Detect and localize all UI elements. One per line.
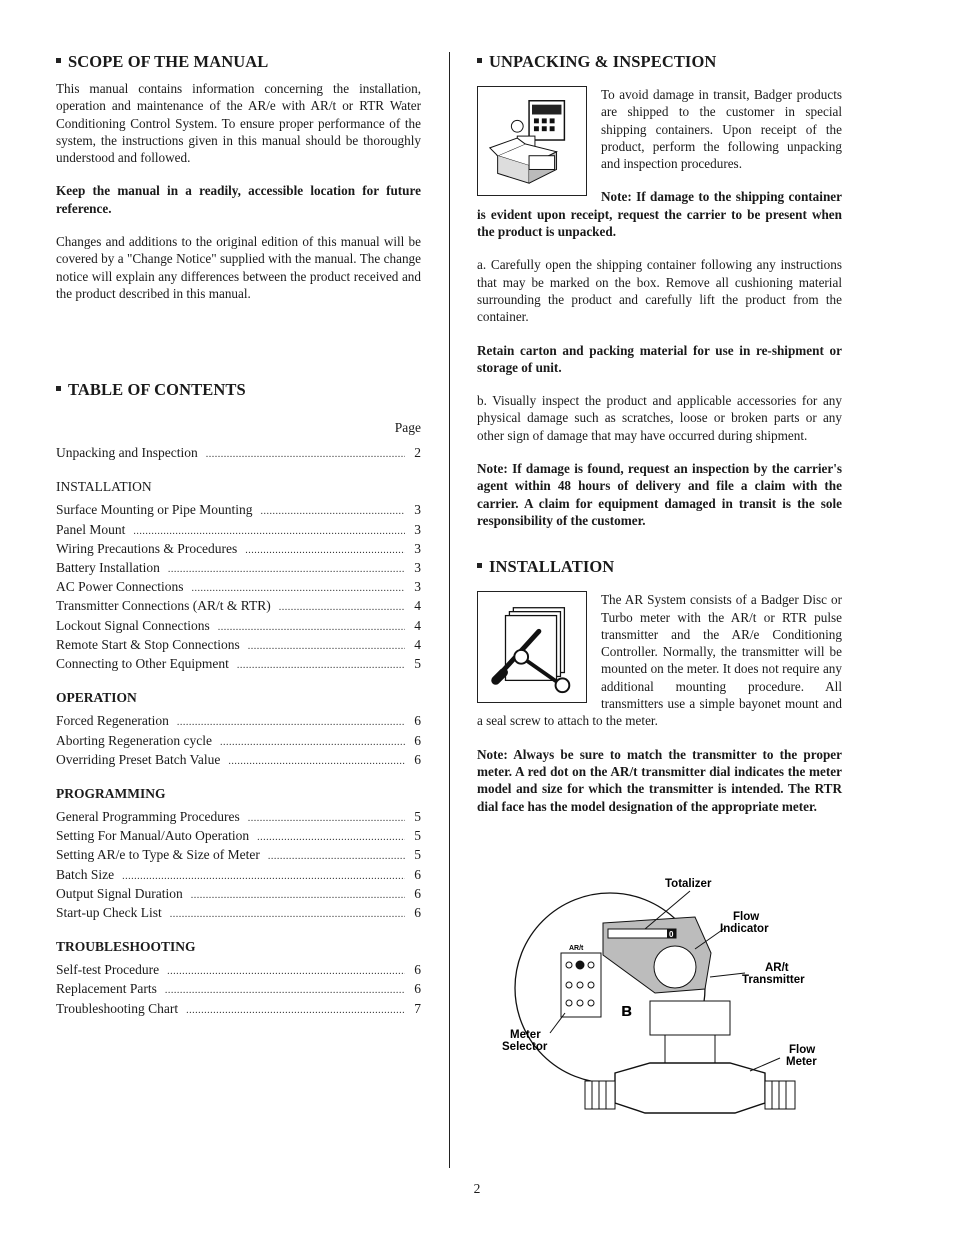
toc-entry-page: 6 [414,751,421,767]
toc-section-troubleshooting: TROUBLESHOOTING [56,939,196,955]
toc-entry[interactable] [56,751,421,770]
toc-entry-label: Remote Start & Stop Connections [56,636,240,652]
shipping-box-icon [478,87,586,195]
toc-section-operation: OPERATION [56,690,137,706]
toc-page-label: Page [394,420,421,436]
unpacking-intro: To avoid damage in transit, Badger products are shipped to the customer in special shipping containers. Upon receipt of the product, perform the following unpacking and inspection procedures. [601,87,842,172]
toc-section-programming: PROGRAMMING [56,785,166,801]
toc-leader-dots [177,714,405,731]
label-flow-meter-2: Meter [786,1056,817,1068]
toc-entry-page: 5 [414,808,421,824]
label-transmitter-1: AR/t [765,962,789,974]
toc-entry-label: Battery Installation [56,560,160,576]
toc-entry-label: Self-test Procedure [56,962,160,978]
toc-entry-label: Lockout Signal Connections [56,617,210,633]
toc-entry-label: Setting AR/e to Type & Size of Meter [56,847,260,863]
toc-leader-dots [260,503,405,520]
inlet-connection [585,1081,615,1109]
unpacking-heading: UNPACKING & INSPECTION [477,52,842,72]
label-totalizer: Totalizer [665,878,712,890]
toc-entry[interactable] [56,521,421,540]
installation-note: Note: Always be sure to match the transmitter to the proper meter. A red dot on the AR/t transmitter dial indicates the meter model and size for which the transmitter is intended. The RTR dial face has the model designation of the appropriate meter. [477,746,842,814]
toc-entry-page: 6 [414,713,421,729]
toc-leader-dots [186,1002,405,1019]
toc-entry[interactable] [56,712,421,731]
label-selector-2: Selector [502,1041,548,1053]
toc-entry-label: Unpacking and Inspection [56,445,198,461]
toc-entry[interactable] [56,961,421,980]
toc-entry-label: Overriding Preset Batch Value [56,751,221,767]
transmitter-leader [710,973,745,977]
label-transmitter-2: Transmitter [742,974,805,986]
toc-entry-page: 6 [414,981,421,997]
toc-entry[interactable] [56,980,421,999]
toc-entry-page: 3 [414,560,421,576]
toc-entry-label: Start-up Check List [56,904,162,920]
toc-entry[interactable] [56,732,421,751]
toc-entry-page: 3 [414,579,421,595]
toc-entry[interactable] [56,617,421,636]
flow-meter-body [615,1063,765,1113]
toc-list-installation [56,501,421,674]
toc-list-troubleshooting [56,961,421,1019]
dial-model-label: AR/t [569,945,584,952]
toc-entry-page: 5 [414,828,421,844]
toc-entry-page: 4 [414,617,421,633]
toc-entry-page: 6 [414,732,421,748]
unpacking-note: Note: If damage to the shipping container is evident upon receipt, request the carrier to be present when the product is unpacked. [477,189,842,240]
toc-leader-dots [228,753,405,770]
toc-entry[interactable] [56,885,421,904]
label-flow-indicator-1: Flow [733,911,760,923]
toc-entry-label: AC Power Connections [56,579,184,595]
toc-entry[interactable] [56,501,421,520]
label-flow-meter-1: Flow [789,1044,816,1056]
toc-leader-dots [237,657,405,674]
toc-entry[interactable] [56,1000,421,1019]
toc-entry-label: Forced Regeneration [56,713,169,729]
toc-leader-dots [165,982,405,999]
toc-leader-dots [268,848,405,865]
toc-entry-label: Replacement Parts [56,981,157,997]
toc-entry[interactable] [56,846,421,865]
toc-entry[interactable] [56,655,421,674]
odometer-digit: 0 [669,930,674,939]
toc-entry[interactable] [56,904,421,923]
toc-entry-page: 5 [414,656,421,672]
toc-entry-label: Surface Mounting or Pipe Mounting [56,502,253,518]
scope-heading: SCOPE OF THE MANUAL [56,52,421,72]
toc-leader-dots [170,906,405,923]
toc-leader-dots [248,810,405,827]
totalizer-odometer [608,929,676,938]
page-number: 2 [473,1181,481,1196]
scope-keep-note: Keep the manual in a readily, accessible location for future reference. [56,183,421,216]
toc-entry-page: 5 [414,847,421,863]
outlet-connection [765,1081,795,1109]
unpacking-damage-note: Note: If damage is found, request an inspection by the carrier's agent within 48 hours of delivery and file a claim with the carrier. A claim for equipment damaged in transit is the sole responsibility of the customer. [477,461,842,528]
toc-entry[interactable] [56,578,421,597]
unpacking-step-b: b. Visually inspect the product and applicable accessories for any physical damage such as scratches, loose or broken parts or any other sign of damage that may have occurred during shipment. [477,393,842,443]
toc-leader-dots [257,829,405,846]
toc-leader-dots [192,580,406,597]
toc-entry[interactable] [56,636,421,655]
toc-entry-unpacking[interactable] [56,444,421,463]
toc-leader-dots [168,561,405,578]
toc-list-operation [56,712,421,770]
label-selector-1: Meter [510,1029,541,1041]
badger-logo: ʙ [621,1000,633,1020]
tools-manual-icon [478,592,586,702]
toc-leader-dots [167,963,405,980]
toc-entry[interactable] [56,559,421,578]
toc-entry-label: Wiring Precautions & Procedures [56,540,238,556]
toc-entry-page: 2 [414,445,421,461]
flow-meter-leader [750,1058,780,1071]
unpacking-retain-note: Retain carton and packing material for use in re-shipment or storage of unit. [477,342,842,375]
toc-entry[interactable] [56,808,421,827]
shipping-box-illustration [477,86,587,196]
toc-entry-page: 4 [414,598,421,614]
toc-entry-label: General Programming Procedures [56,808,240,824]
toc-entry-page: 6 [414,866,421,882]
toc-entry-label: Panel Mount [56,521,126,537]
toc-entry[interactable] [56,827,421,846]
scope-paragraph: This manual contains information concerning the installation, operation and maintenance of the AR/e with AR/t or RTR Water Conditioning Control System. To ensure proper performance of the system, the instructions given in this manual should be thoroughly understood and followed. [56,81,421,166]
toc-section-installation: INSTALLATION [56,479,152,495]
toc-entry[interactable] [56,866,421,885]
meter-register [650,1001,730,1035]
installation-intro: The AR System consists of a Badger Disc or Turbo meter with the AR/t or RTR pulse transmitter and the AR/e Conditioning Controller. Normally, the transmitter will be mounted on the meter. It does not require any additional mounting procedure. All transmitters use a simple bayonet mount and a seal screw to attach to the meter. [477,592,842,729]
toc-entry-page: 3 [414,502,421,518]
toc-leader-dots [133,523,405,540]
toc-heading: TABLE OF CONTENTS [56,380,421,400]
toc-entry-page: 6 [414,885,421,901]
toc-leader-dots [122,868,405,885]
toc-entry-page: 6 [414,962,421,978]
toc-entry-page: 7 [414,1000,421,1016]
installation-heading: INSTALLATION [477,557,842,577]
unpacking-step-a: a. Carefully open the shipping container following any instructions that may be marked on the box. Remove all cushioning material surrounding the product and carefully lift the product from the container. [477,257,842,325]
scope-change-notice: Changes and additions to the original edition of this manual will be covered by a "Change Notice" supplied with the manual. The change notice will explain any differences between the product received and the product described in this manual. [56,234,421,301]
toc-entry-label: Output Signal Duration [56,885,183,901]
toc-leader-dots [220,734,405,751]
left-column [56,52,421,1019]
toc-leader-dots [218,619,405,636]
toc-entry-page: 3 [414,521,421,537]
right-column [477,52,842,815]
toc-entry-label: Batch Size [56,866,115,882]
meter-diagram [495,873,835,1143]
toc-leader-dots [279,599,405,616]
toc-list-programming [56,808,421,923]
label-flow-indicator-2: Indicator [720,923,769,935]
toc-entry[interactable] [56,597,421,616]
tools-illustration [477,591,587,703]
column-divider [449,52,450,1168]
toc-entry[interactable] [56,540,421,559]
toc-entry-label: Aborting Regeneration cycle [56,732,212,748]
flow-indicator-dial [654,946,696,988]
toc-entry-page: 3 [414,540,421,556]
toc-entry-label: Troubleshooting Chart [56,1000,179,1016]
toc-leader-dots [191,887,405,904]
toc-entry-page: 4 [414,636,421,652]
toc-entry-label: Setting For Manual/Auto Operation [56,828,250,844]
toc-entry-label: Connecting to Other Equipment [56,656,229,672]
toc-leader-dots [248,638,405,655]
toc-entry-page: 6 [414,904,421,920]
toc-leader-dots [245,542,405,559]
toc-entry-label: Transmitter Connections (AR/t & RTR) [56,598,271,614]
